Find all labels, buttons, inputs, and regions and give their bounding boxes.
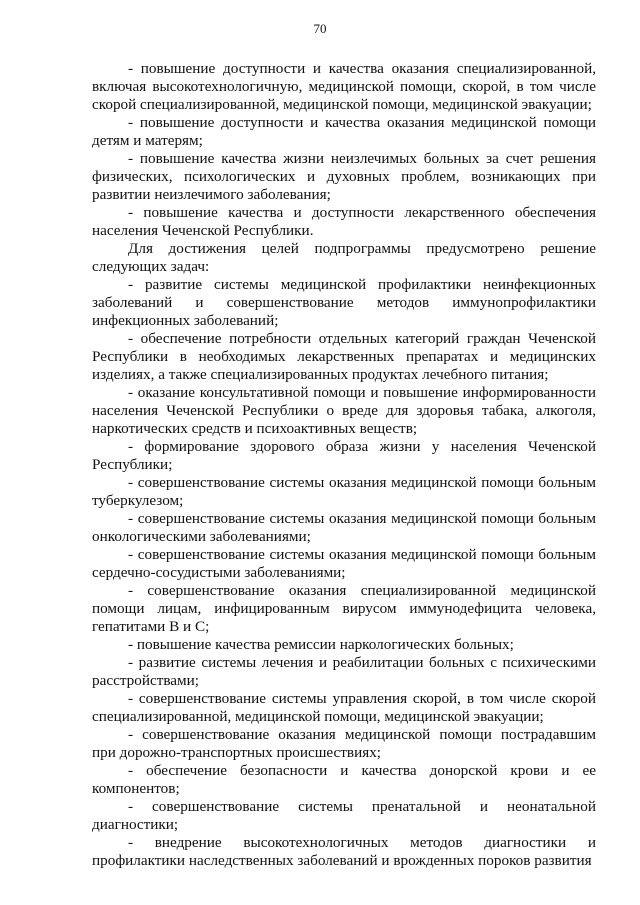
paragraph: - совершенствование системы пренатальной и неонатальной диагностики; — [92, 798, 596, 833]
paragraph: - повышение доступности и качества оказания специализированной, включая высокотехнологичную, медицинской помощи, скорой, в том числе скорой специализированной, медицинской помощи, медицинской эвакуации; — [92, 60, 596, 113]
paragraph: - совершенствование системы оказания медицинской помощи больным туберкулезом; — [92, 474, 596, 509]
paragraph: - обеспечение потребности отдельных категорий граждан Чеченской Республики в необходимых лекарственных препаратах и медицинских изделиях, а также специализированных продуктах лечебного питания; — [92, 330, 596, 383]
paragraph: - формирование здорового образа жизни у населения Чеченской Республики; — [92, 438, 596, 473]
paragraph: - повышение качества жизни неизлечимых больных за счет решения физических, психологических и духовных проблем, возникающих при развитии неизлечимого заболевания; — [92, 150, 596, 203]
paragraph: - развитие системы лечения и реабилитации больных с психическими расстройствами; — [92, 654, 596, 689]
paragraph: Для достижения целей подпрограммы предусмотрено решение следующих задач: — [92, 240, 596, 275]
paragraph: - оказание консультативной помощи и повышение информированности населения Чеченской Республики о вреде для здоровья табака, алкоголя, наркотических средств и психоактивных веществ; — [92, 384, 596, 437]
paragraph: - развитие системы медицинской профилактики неинфекционных заболеваний и совершенствование методов иммунопрофилактики инфекционных заболеваний; — [92, 276, 596, 329]
paragraph: - совершенствование системы оказания медицинской помощи больным онкологическими заболеваниями; — [92, 510, 596, 545]
paragraph: - обеспечение безопасности и качества донорской крови и ее компонентов; — [92, 762, 596, 797]
paragraph: - совершенствование системы оказания медицинской помощи больным сердечно-сосудистыми заболеваниями; — [92, 546, 596, 581]
page-number: 70 — [313, 21, 327, 36]
paragraph: - повышение качества и доступности лекарственного обеспечения населения Чеченской Республики. — [92, 204, 596, 239]
paragraph: - совершенствование оказания медицинской помощи пострадавшим при дорожно-транспортных происшествиях; — [92, 726, 596, 761]
document-body — [92, 60, 596, 870]
paragraph: - совершенствование системы управления скорой, в том числе скорой специализированной, медицинской помощи, медицинской эвакуации; — [92, 690, 596, 725]
paragraph: - повышение качества ремиссии наркологических больных; — [128, 636, 514, 653]
paragraph: - совершенствование оказания специализированной медицинской помощи лицам, инфицированным вирусом иммунодефицита человека, гепатитами В и С; — [92, 582, 596, 635]
paragraph: - внедрение высокотехнологичных методов диагностики и профилактики наследственных заболеваний и врожденных пороков развития — [92, 834, 596, 869]
paragraph: - повышение доступности и качества оказания медицинской помощи детям и матерям; — [92, 114, 596, 149]
